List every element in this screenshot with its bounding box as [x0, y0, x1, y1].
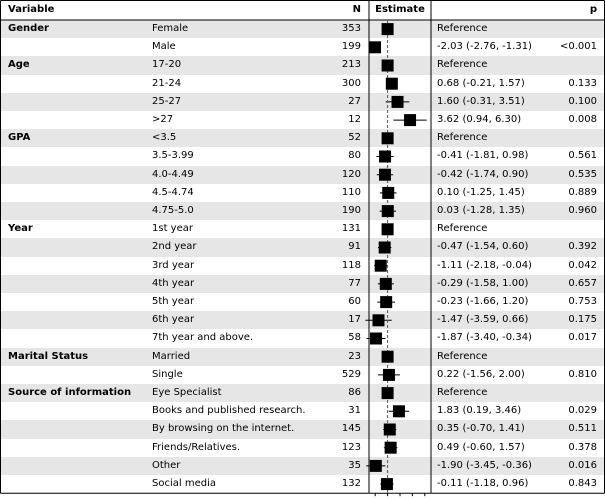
row-level: Friends/Relatives.	[152, 441, 241, 453]
row-level: Other	[152, 459, 181, 471]
row-n: 35	[348, 459, 361, 471]
row-estimate-ci: Reference	[437, 59, 488, 71]
row-estimate-ci: -2.03 (-2.76, -1.31)	[437, 41, 532, 53]
row-level: 6th year	[152, 314, 195, 326]
row-level: 4th year	[152, 277, 195, 289]
row-estimate-ci: -0.41 (-1.81, 0.98)	[437, 150, 529, 162]
row-estimate-ci: -1.90 (-3.45, -0.36)	[437, 459, 532, 471]
row-n: 110	[341, 186, 361, 198]
row-level: Eye Specialist	[152, 387, 222, 398]
row-estimate-ci: 0.22 (-1.56, 2.00)	[437, 368, 525, 380]
row-level: 5th year	[152, 296, 195, 307]
row-n: 529	[341, 368, 361, 380]
row-level: 21-24	[152, 77, 182, 89]
row-level: 7th year and above.	[152, 332, 254, 344]
row-n: 12	[348, 114, 361, 125]
row-n: 77	[348, 277, 361, 289]
row-level: >27	[152, 114, 174, 125]
row-band	[1, 56, 604, 74]
row-level: 25-27	[152, 95, 182, 107]
row-estimate-ci: -0.11 (-1.18, 0.96)	[437, 478, 529, 489]
group-label: Age	[8, 59, 30, 71]
row-n: 120	[341, 168, 361, 180]
row-level: By browsing on the internet.	[152, 423, 295, 435]
estimate-square	[393, 405, 405, 417]
group-label: Year	[8, 223, 33, 235]
row-n: 199	[341, 41, 361, 53]
row-level: <3.5	[152, 132, 177, 144]
row-n: 86	[348, 387, 361, 398]
group-label: GPA	[8, 132, 31, 144]
header-p: p	[589, 4, 597, 15]
row-estimate-ci: 0.68 (-0.21, 1.57)	[437, 77, 525, 89]
header-estimate: Estimate	[375, 4, 425, 15]
row-p-value: 0.511	[568, 423, 597, 435]
row-n: 190	[341, 205, 361, 216]
row-n: 118	[341, 259, 361, 271]
row-p-value: <0.001	[559, 41, 597, 53]
group-label: Source of information	[8, 387, 132, 398]
row-p-value: 0.029	[568, 405, 597, 417]
row-level: Single	[152, 368, 183, 380]
row-p-value: 0.657	[568, 277, 597, 289]
row-band	[1, 129, 604, 147]
row-estimate-ci: 0.03 (-1.28, 1.35)	[437, 205, 525, 216]
row-p-value: 0.392	[568, 241, 597, 253]
row-n: 27	[348, 95, 361, 107]
row-estimate-ci: -0.23 (-1.66, 1.20)	[437, 296, 529, 307]
estimate-square	[370, 333, 382, 345]
row-estimate-ci: -1.11 (-2.18, -0.04)	[437, 259, 532, 271]
row-level: 3.5-3.99	[152, 150, 194, 162]
row-n: 131	[341, 223, 361, 235]
row-p-value: 0.016	[568, 459, 597, 471]
row-estimate-ci: 3.62 (0.94, 6.30)	[437, 114, 522, 125]
row-p-value: 0.175	[568, 314, 597, 326]
row-estimate-ci: -0.29 (-1.58, 1.00)	[437, 277, 529, 289]
row-estimate-ci: -1.47 (-3.59, 0.66)	[437, 314, 529, 326]
row-n: 23	[348, 350, 361, 362]
row-estimate-ci: -0.42 (-1.74, 0.90)	[437, 168, 529, 180]
row-estimate-ci: 0.35 (-0.70, 1.41)	[437, 423, 525, 435]
row-n: 17	[348, 314, 361, 326]
row-estimate-ci: -1.87 (-3.40, -0.34)	[437, 332, 532, 344]
row-n: 80	[348, 150, 361, 162]
row-estimate-ci: Reference	[437, 350, 488, 362]
row-p-value: 0.042	[568, 259, 597, 271]
estimate-square	[369, 41, 381, 53]
row-estimate-ci: 0.49 (-0.60, 1.57)	[437, 441, 525, 453]
row-p-value: 0.100	[568, 95, 597, 107]
header-variable: Variable	[8, 4, 55, 15]
row-n: 123	[341, 441, 361, 453]
row-level: Social media	[152, 478, 216, 489]
row-n: 31	[348, 405, 361, 417]
row-p-value: 0.008	[568, 114, 597, 125]
estimate-square	[381, 478, 393, 490]
row-level: 3rd year	[152, 259, 195, 271]
row-p-value: 0.017	[568, 332, 597, 344]
estimate-square	[379, 151, 391, 163]
row-level: 2nd year	[152, 241, 197, 253]
row-level: Married	[152, 350, 191, 362]
row-estimate-ci: Reference	[437, 223, 488, 235]
row-estimate-ci: Reference	[437, 387, 488, 398]
row-band	[1, 20, 604, 38]
row-estimate-ci: 0.10 (-1.25, 1.45)	[437, 186, 525, 198]
estimate-square	[404, 114, 416, 126]
row-n: 91	[348, 241, 361, 253]
row-level: 1st year	[152, 223, 193, 235]
row-n: 132	[341, 478, 361, 489]
estimate-square	[375, 260, 387, 272]
estimate-square	[385, 442, 397, 454]
row-estimate-ci: -0.47 (-1.54, 0.60)	[437, 241, 529, 253]
estimate-square	[383, 369, 395, 381]
row-n: 145	[341, 423, 361, 435]
group-label: Marital Status	[8, 350, 89, 362]
row-p-value: 0.810	[568, 368, 597, 380]
row-n: 300	[341, 77, 361, 89]
row-band	[1, 348, 604, 366]
row-level: 4.0-4.49	[152, 168, 194, 180]
row-level: Books and published research.	[152, 405, 306, 417]
row-estimate-ci: 1.60 (-0.31, 3.51)	[437, 95, 525, 107]
estimate-square	[386, 78, 398, 90]
row-p-value: 0.133	[568, 77, 597, 89]
estimate-square	[382, 187, 394, 199]
row-p-value: 0.753	[568, 296, 597, 307]
row-p-value: 0.889	[568, 186, 597, 198]
row-p-value: 0.535	[568, 168, 597, 180]
row-n: 58	[348, 332, 361, 344]
row-level: Male	[152, 41, 176, 53]
row-level: 4.5-4.74	[152, 186, 194, 198]
row-p-value: 0.843	[568, 478, 597, 489]
estimate-square	[380, 296, 392, 308]
estimate-square	[382, 223, 394, 235]
row-level: Female	[152, 23, 189, 34]
header-n: N	[352, 4, 361, 15]
row-estimate-ci: Reference	[437, 23, 488, 34]
row-level: 4.75-5.0	[152, 205, 194, 216]
row-n: 213	[341, 59, 361, 71]
row-n: 353	[341, 23, 361, 34]
row-p-value: 0.561	[568, 150, 597, 162]
row-n: 52	[348, 132, 361, 144]
row-level: 17-20	[152, 59, 182, 71]
row-estimate-ci: Reference	[437, 132, 488, 144]
row-estimate-ci: 1.83 (0.19, 3.46)	[437, 405, 522, 417]
row-p-value: 0.960	[568, 205, 597, 216]
row-p-value: 0.378	[568, 441, 597, 453]
group-label: Gender	[8, 23, 49, 34]
row-n: 60	[348, 296, 361, 307]
